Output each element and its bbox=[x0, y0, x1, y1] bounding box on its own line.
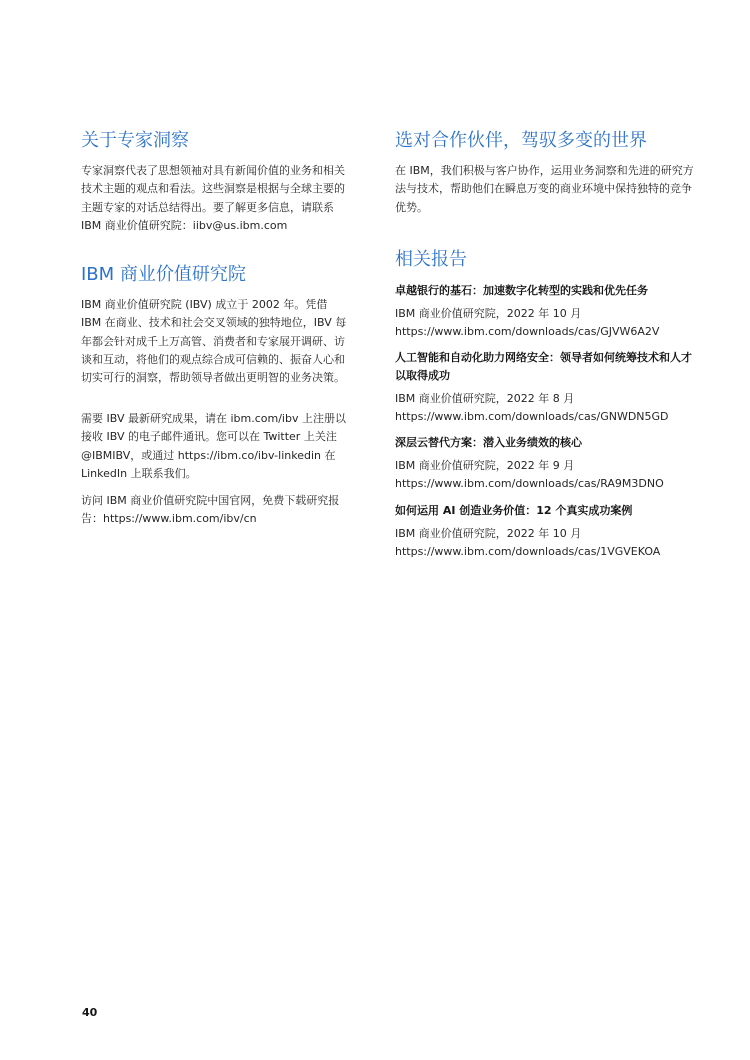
ibv-section-title: IBM 商业价值研究院 bbox=[81, 264, 246, 285]
report-title: 人工智能和自动化助力网络安全：领导者如何统筹技术和人才以取得成功 bbox=[395, 351, 692, 383]
report-title: 如何运用 AI 创造业务价值：12 个真实成功案例 bbox=[395, 504, 633, 517]
report-url: https://www.ibm.com/downloads/cas/GJVW6A2V bbox=[395, 325, 660, 338]
ibv-intro-paragraph: IBM 商业价值研究院 (IBV) 成立于 2002 年。凭借 IBM 在商业、技术和社会交叉领域的独特地位，IBV 每年都会针对成千上万高管、消费者和专家展开调研、访谈和互动，将他们的观点综合成可信赖的、振奋人心和切实可行的洞察，帮助领导者做出更明智的业务决策。 bbox=[81, 298, 347, 385]
report-url: https://www.ibm.com/downloads/cas/RA9M3DNO bbox=[395, 477, 664, 490]
about-paragraph: 专家洞察代表了思想领袖对具有新闻价值的业务和相关技术主题的观点和看法。这些洞察是根据与全球主要的主题专家的对话总结得出。要了解更多信息，请联系 IBM 商业价值研究院：iibv@us.ibm.com bbox=[81, 164, 345, 232]
report-meta: IBM 商业价值研究院，2022 年 10 月 bbox=[395, 527, 582, 540]
reports-section-title: 相关报告 bbox=[395, 249, 467, 270]
report-title: 卓越银行的基石：加速数字化转型的实践和优先任务 bbox=[395, 284, 648, 297]
report-url: https://www.ibm.com/downloads/cas/1VGVEKOA bbox=[395, 545, 661, 558]
partner-section-title: 选对合作伙伴，驾驭多变的世界 bbox=[395, 130, 647, 151]
report-title: 深层云替代方案：潜入业务绩效的核心 bbox=[395, 436, 582, 449]
report-meta: IBM 商业价值研究院，2022 年 8 月 bbox=[395, 392, 575, 405]
report-meta: IBM 商业价值研究院，2022 年 9 月 bbox=[395, 459, 575, 472]
partner-paragraph: 在 IBM，我们积极与客户协作，运用业务洞察和先进的研究方法与技术，帮助他们在瞬息万变的商业环境中保持独特的竞争优势。 bbox=[395, 164, 694, 214]
page-number: 40 bbox=[82, 1006, 98, 1019]
report-meta: IBM 商业价值研究院，2022 年 10 月 bbox=[395, 307, 582, 320]
ibv-subscribe-paragraph: 需要 IBV 最新研究成果，请在 ibm.com/ibv 上注册以接收 IBV 的电子邮件通讯。您可以在 Twitter 上关注 @IBMIBV，或通过 https://ibm.co/ibv-linkedin 在 LinkedIn 上联系我们。 bbox=[81, 412, 346, 480]
about-section-title: 关于专家洞察 bbox=[81, 130, 189, 151]
ibv-china-site-paragraph: 访问 IBM 商业价值研究院中国官网，免费下载研究报告：https://www.ibm.com/ibv/cn bbox=[81, 494, 340, 526]
report-url: https://www.ibm.com/downloads/cas/GNWDN5GD bbox=[395, 410, 669, 423]
